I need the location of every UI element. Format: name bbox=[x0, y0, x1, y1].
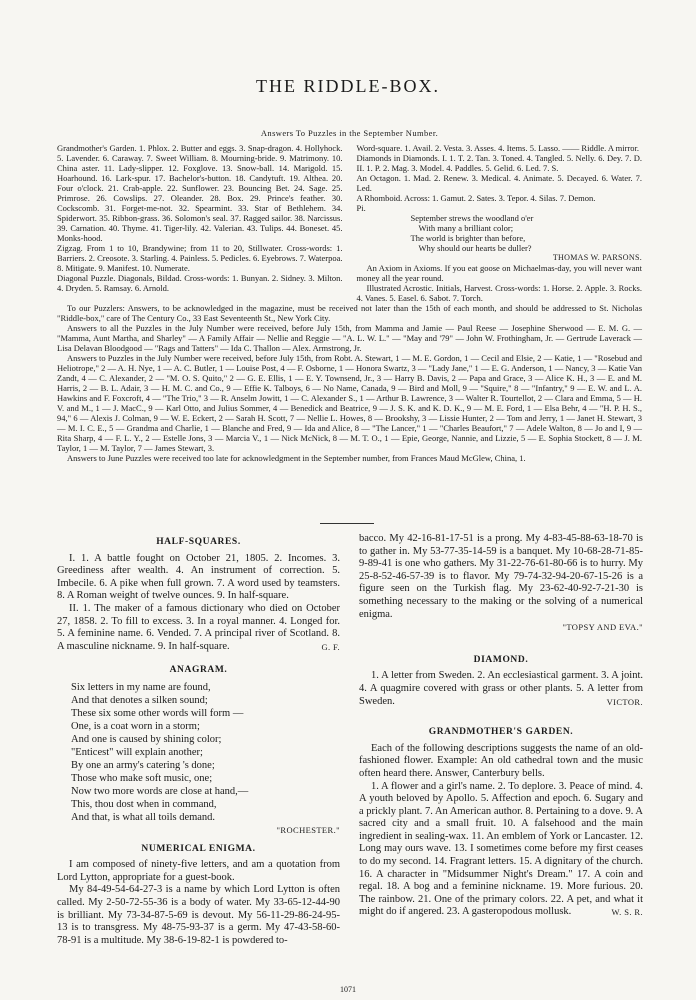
half-squares-title: HALF-SQUARES. bbox=[156, 537, 241, 547]
garden-title: GRANDMOTHER'S GARDEN. bbox=[428, 727, 574, 738]
garden-signature: W. S. R. bbox=[611, 907, 643, 918]
anagram-line: Now two more words are close at hand,— bbox=[71, 785, 249, 797]
numerical-enigma-body-left: My 84-49-54-64-27-3 is a name by which Lord Lytton is often called. My 2-50-72-55-36 is a body of water. My 33-65-12-44-90 is brilliant. My 73-34-87-5-69 is devout. My 56-11-29-86-24-95-13 is to transgress. My 48-75-93-37 is a germ. My 47-43-58-60-78-91 is a multitude. My 38-6-19-82-1 is powdered to- bbox=[57, 884, 340, 946]
answer-grandmothers-garden: Grandmother's Garden. 1. Phlox. 2. Butter and eggs. 3. Snap-dragon. 4. Hollyhock. 5. Lavender. 6. Caraway. 7. Sweet William. 8. Mourning-bride. 9. Matrimony. 10. China aster. 11. Lady-slipper. 12. Foxglove. 13. Snow-ball. 14. Marigold. 15. Hoarhound. 16. Lark-spur. 17. Bachelor's-button. 18. Candytuft. 19. Althea. 20. Four o'clock. 21. Crab-apple. 22. Sunflower. 23. Bouncing Bet. 24. Sage. 25. Primrose. 26. Cowslips. 27. Oleander. 28. Box. 29. Prince's feather. 30. Cockscomb. 31. Forget-me-not. 32. Spearmint. 33. Star of Bethlehem. 34. Spiderwort. 35. Ribbon-grass. 36. Solomon's seal. 37. Ragged sailor. 38. Narcissus. 39. Carnation. 40. Thyme. 41. Tiger-lily. 42. Valerian. 43. Tulips. 44. Boneset. 45. Monks-hood. bbox=[57, 143, 343, 243]
anagram-line: One, is a coat worn in a storm; bbox=[71, 720, 200, 732]
diamond-signature: VICTOR. bbox=[606, 696, 643, 707]
answers-section bbox=[57, 128, 642, 463]
section-divider bbox=[320, 523, 374, 524]
pi-line: With many a brilliant color; bbox=[418, 223, 514, 233]
garden-intro: Each of the following descriptions suggests the name of an old-fashioned flower. Example: An old cathedral town and the music often heard there. Answer, Canterbury bells. bbox=[359, 742, 643, 779]
garden-clues bbox=[359, 781, 643, 920]
answer-acrostic: Illustrated Acrostic. Initials, Harvest. Cross-words: 1. Horse. 2. Apple. 3. Rocks. 4. Vanes. 5. Easel. 6. Sabot. 7. Torch. bbox=[356, 283, 642, 303]
pi-line: The world is brighter than before, bbox=[410, 233, 526, 243]
answer-rhomboid: A Rhomboid. Across: 1. Gamut. 2. Sates. 3. Tepor. 4. Silas. 7. Demon. bbox=[356, 193, 596, 203]
anagram-poem bbox=[57, 681, 340, 824]
numerical-enigma-signature: "TOPSY AND EVA." bbox=[562, 622, 643, 633]
half-squares-part-1: I. 1. A battle fought on October 21, 1805. 2. Incomes. 3. Greediness after wealth. 4. An instrument of correction. 5. Imbecile. 6. A pike when full grown. 7. A word used by teamsters. 8. A Roman weight of twelve ounces. 9. In half-square. bbox=[57, 552, 340, 602]
pi-line: Why should our hearts be duller? bbox=[418, 243, 532, 253]
numerical-enigma-title: NUMERICAL ENIGMA. bbox=[141, 843, 256, 854]
pi-author: THOMAS W. PARSONS. bbox=[552, 253, 642, 262]
answers-right-column bbox=[357, 143, 643, 303]
answer-axiom: An Axiom in Axioms. If you eat goose on Michaelmas-day, you will never want money all the year round. bbox=[356, 263, 642, 283]
anagram-title: ANAGRAM. bbox=[169, 665, 228, 676]
half-squares-signature: G. F. bbox=[321, 641, 340, 652]
answer-zigzag: Zigzag. From 1 to 10, Brandywine; from 11 to 20, Stillwater. Cross-words: 1. Barriers. 2. Creosote. 3. Starling. 4. Painless. 5. Pedicles. 6. Eyebrows. 7. Waterpoa. 8. Mitigate. 9. Manifest. 10. Numerate. bbox=[57, 243, 343, 273]
puzzles-right-column bbox=[359, 533, 643, 919]
diamond-clues: 1. A letter from Sweden. 2. An ecclesiastical garment. 3. A joint. 4. A quagmire covered with grass or other plants. 5. A letter from Sweden. bbox=[359, 670, 643, 707]
anagram-line: This, thou dost when in command, bbox=[71, 798, 217, 810]
diamond-text bbox=[359, 670, 643, 708]
answer-word-square: Word-square. 1. Avail. 2. Vesta. 3. Asses. 4. Items. 5. Lasso. —— Riddle. A mirror. bbox=[356, 143, 640, 153]
anagram-line: And that, is what all toils demand. bbox=[71, 811, 216, 823]
answer-pi-label: Pi. bbox=[356, 203, 366, 213]
answers-columns bbox=[57, 143, 642, 303]
anagram-signature: "ROCHESTER." bbox=[276, 824, 340, 835]
answer-diagonal: Diagonal Puzzle. Diagonals, Bildad. Cross-words: 1. Bunyan. 2. Sidney. 3. Milton. 4. Dryden. 5. Ramsay. 6. Arnold. bbox=[57, 273, 343, 293]
numerical-enigma-intro: I am composed of ninety-five letters, and am a quotation from Lord Lytton, appropriate for a guest-book. bbox=[57, 859, 340, 883]
half-squares-part-2-text: II. 1. The maker of a famous dictionary who died on October 27, 1858. 2. To fill to excess. 3. In a royal manner. 4. Longed for. 5. A feminine name. 6. Vended. 7. A principal river of Scotland. 8. A masculine nickname. 9. In half-square. bbox=[57, 602, 340, 652]
answers-left-column bbox=[57, 143, 343, 303]
notice-some-july: Answers to Puzzles in the July Number were received, before July 15th, from Robt. A. Stewart, 1 — M. E. Gordon, 1 — Cecil and Elsie, 2 — Katie, 1 — "Rosebud and Heliotrope," 2 — A. H. Nye, 1 — A. C. Butler, 1 — Louise Post, 4 — F. Osborne, 1 — Honora Swartz, 3 — "Lady Jane," 1 — E. G. Anderson, 1 — Nancy, 3 — Katie Van Zandt, 4 — C. Alexander, 2 — "M. O. S. Quito," 2 — G. E. Ellis, 1 — E. Y. Townsend, Jr., 3 — Harry B. Davis, 2 — Papa and Grace, 3 — Alice K. H., 3 — E. and M. Harris, 2 — B. L. Adair, 3 — H. M. C. and Co., 9 — Effie K. Talboys, 6 — No Name, Canada, 9 — Bird and Moll, 9 — "Squire," 8 — "Infantry," 9 — E. W. and L. A. Hawkins and F. Foxcroft, 4 — "The Trio," 3 — R. Anselm Jowitt, 1 — C. Alexander S., 1 — Arthur B. Lawrence, 3 — Walter R. Tourtellot, 2 — Clara and Emma, 5 — H. V. and M., 1 — J. MacC., 9 — Karl Otto, and Julius Sommer, 4 — Benedick and Beatrice, 9 — J. S. K. and K. D. K., 9 — M. E. Ford, 1 — Elsa Behr, 4 — "H. P. H. S., 94," 6 — Alexis J. Colman, 9 — W. E. Eckert, 2 — Sarah H. Scott, 7 — Nellie L. Howes, 8 — Brookshy, 3 — Lissie Hunter, 2 — Tom and Jerry, 1 — Janet H. Stewart, 3 — M. I. C. E., 5 — Grandma and Charlie, 1 — Blanche and Fred, 9 — Ida and Alice, 8 — "The Lancer," 1 — "Charles Beaufort," 7 — Adele Walton, 8 — Jo and I, 9 — Rita Sharp, 4 — F. L. Y., 2 — Estelle Jons, 3 — Marcia V., 1 — Nick McNick, 8 — M. T. O., 1 — Epie, George, Nannie, and Lizzie, 5 — E. Sophia Stockett, 8 — J. M. Taylor, 1 — M. Taylor, 7 — James Stewart, 3. bbox=[57, 353, 642, 453]
notice-june: Answers to June Puzzles were received too late for acknowledgment in the September number, from Frances Maud McGlew, China, 1. bbox=[67, 453, 526, 463]
answer-diamonds: Diamonds in Diamonds. I. 1. T. 2. Tan. 3. Toned. 4. Tangled. 5. Nelly. 6. Dey. 7. D. II. 1. P. 2. Mag. 3. Model. 4. Paddles. 5. Gelid. 6. Led. 7. S. bbox=[356, 153, 642, 173]
page-title: THE RIDDLE-BOX. bbox=[256, 76, 440, 96]
anagram-line: And one is caused by shining color; bbox=[71, 733, 222, 745]
anagram-line: These six some other words will form — bbox=[71, 707, 244, 719]
answers-notices bbox=[57, 303, 642, 463]
puzzles-left-column bbox=[57, 536, 340, 947]
diamond-title: DIAMOND. bbox=[473, 654, 529, 665]
numerical-enigma-body-right: bacco. My 42-16-81-17-51 is a prong. My 4-83-45-88-63-18-70 is to gather in. My 53-77-35-14-59 is a banquet. My 10-68-28-71-85-9-89-41 is one who gathers. My 31-22-76-61-80-66 is to hurry. My 25-8-52-46-57-39 is to flavor. My 79-74-32-94-20-67-15-26 is a figure seen on the Turkish flag. My 23-62-40-92-7-21-30 is something necessary to the making or the solving of a numerical enigma. bbox=[359, 533, 643, 620]
notice-to-puzzlers: To our Puzzlers: Answers, to be acknowledged in the magazine, must be received not later than the 15th of each month, and should be addressed to St. Nicholas "Riddle-box," care of The Century Co., 33 East Seventeenth St., New York City. bbox=[57, 303, 642, 323]
anagram-line: "Enticest" will explain another; bbox=[71, 746, 203, 758]
page-number: 1071 bbox=[340, 985, 356, 994]
pi-line: September strews the woodland o'er bbox=[410, 213, 534, 223]
anagram-line: Six letters in my name are found, bbox=[71, 681, 211, 693]
notice-all-july: Answers to all the Puzzles in the July Number were received, before July 15th, from Mamma and Jamie — Paul Reese — Josephine Sherwood — E. M. G. — "Mamma, Aunt Martha, and Sharley" — A Family Affair — Nellie and Reggie — "A. L. W. L." — "May and '79" — John W. Frothingham, Jr. — Gertrude Laverack — Lisa Delavan Bloodgood — "Rags and Tatters" — Ida C. Thallon — Alex. Armstrong, Jr. bbox=[57, 323, 642, 353]
answer-pi-poem bbox=[357, 213, 643, 253]
answer-octagon: An Octagon. 1. Mad. 2. Renew. 3. Medical. 4. Animate. 5. Decayed. 6. Water. 7. Led. bbox=[356, 173, 642, 193]
half-squares-part-2 bbox=[57, 603, 340, 653]
anagram-line: And that denotes a silken sound; bbox=[71, 694, 208, 706]
garden-clues-text: 1. A flower and a girl's name. 2. To deplore. 3. Peace of mind. 4. A youth beloved by Apollo. 5. Affection and epoch. 6. Sugary and a prickly plant. 7. An American author. 8. Pertaining to a dove. 9. A sacred city and a small fruit. 10. A falsehood and the main ingredient in sealing-wax. 11. An emblem of York or Lancaster. 12. Long may ours wave. 13. I sometimes come before my first ceases to do my second. 14. Fragrant letters. 15. A dignitary of the church. 16. A character in "Midsummer Night's Dream." 17. A coin and regal. 18. A bog and a feminine nickname. 19. More furious. 20. The rainbow. 21. One of the primary colors. 22. A pet, and what it might do if angered. 23. A gasteropodous mollusk. bbox=[359, 780, 643, 918]
answers-heading: Answers To Puzzles in the September Number. bbox=[260, 128, 439, 138]
anagram-line: Those who make soft music, one; bbox=[71, 772, 213, 784]
anagram-line: By one an army's catering 's done; bbox=[71, 759, 215, 771]
